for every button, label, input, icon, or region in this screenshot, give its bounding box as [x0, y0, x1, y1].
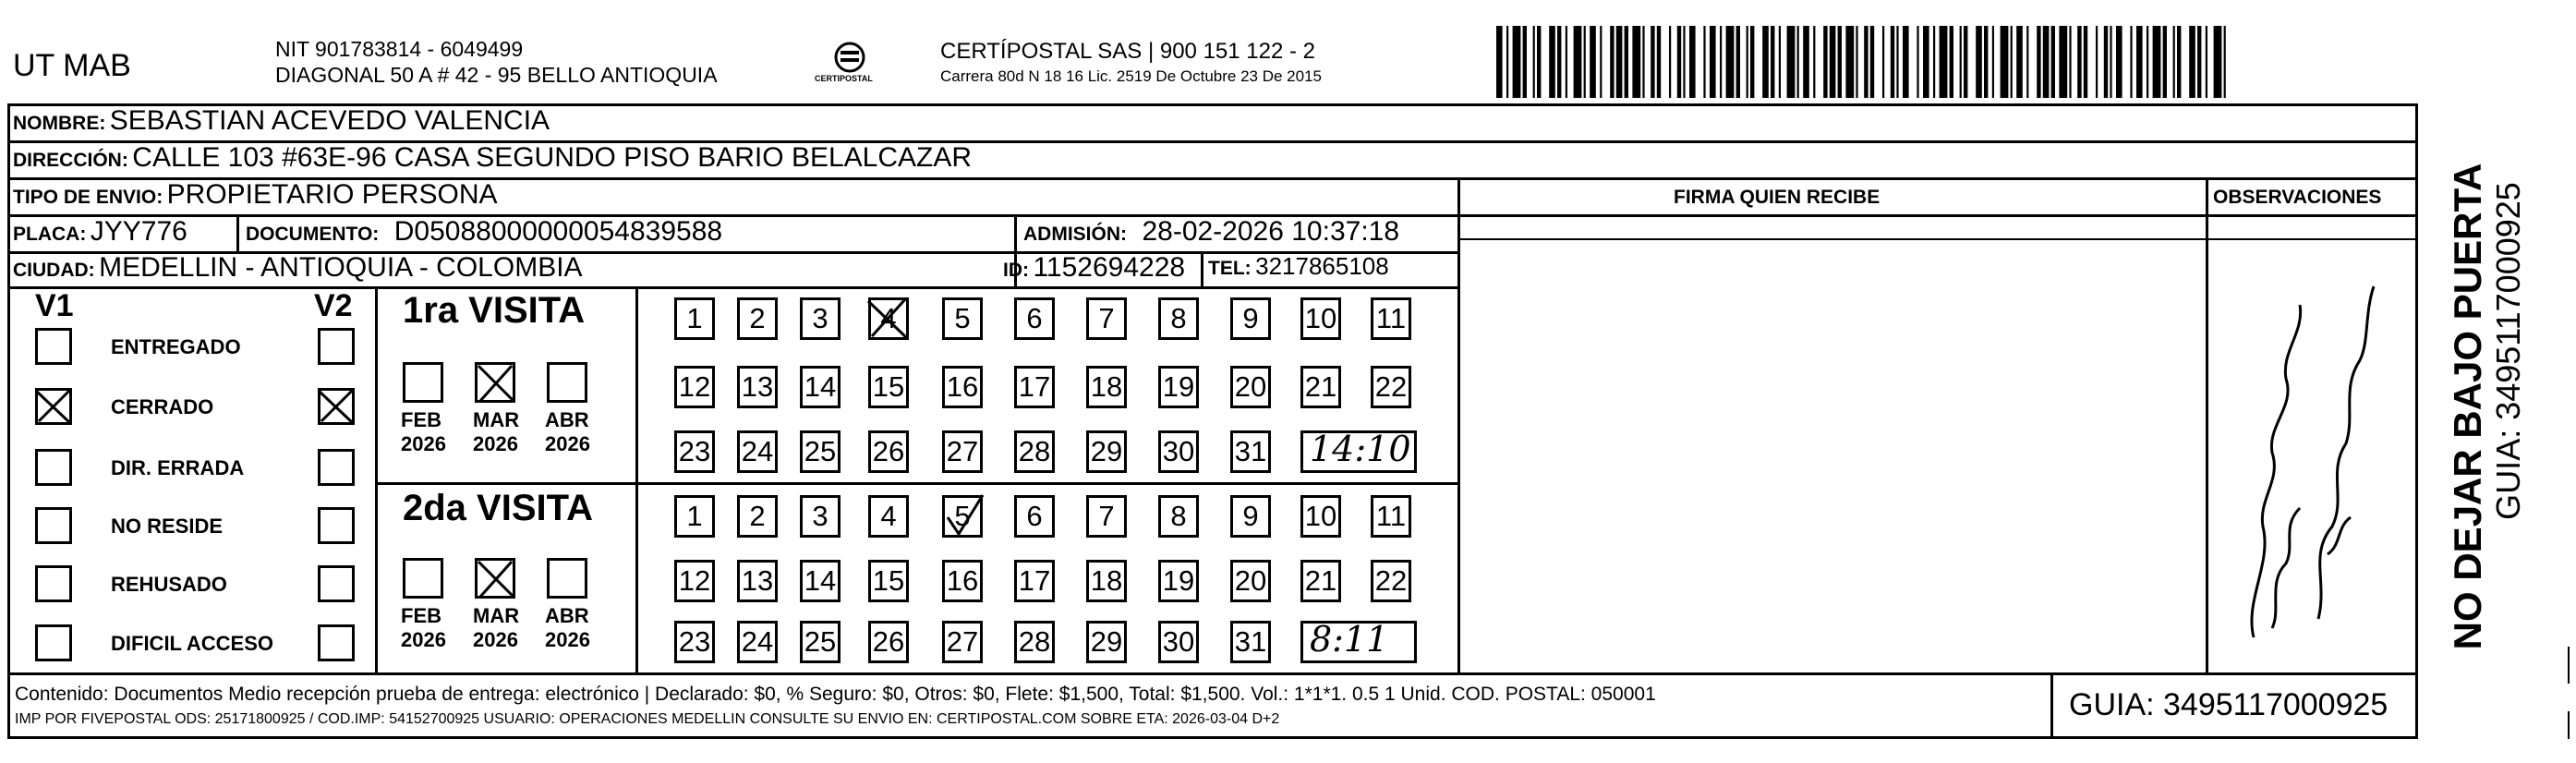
barcode-bar — [2104, 26, 2108, 98]
visit-time: 14:10 — [1310, 429, 1411, 469]
day-box[interactable] — [942, 366, 983, 408]
day-number: 19 — [1162, 564, 1195, 597]
day-number: 3 — [812, 500, 828, 532]
barcode-bar — [1610, 26, 1614, 98]
day-box[interactable] — [737, 297, 778, 340]
barcode-bar — [2130, 26, 2132, 98]
month-year: 2026 — [545, 628, 590, 651]
ciudad-value: MEDELLIN - ANTIOQUIA - COLOMBIA — [99, 252, 583, 283]
company-name: UT MAB — [13, 48, 131, 83]
barcode-bar — [2224, 26, 2226, 98]
direccion-row — [13, 142, 972, 174]
id-row — [1003, 252, 1185, 284]
day-number: 13 — [741, 370, 774, 403]
id-label: ID: — [1003, 260, 1029, 281]
month-year: 2026 — [401, 628, 446, 651]
day-number: 24 — [741, 625, 774, 658]
barcode-bar — [2163, 26, 2167, 98]
barcode-bar — [1856, 26, 1857, 98]
day-box[interactable] — [942, 560, 983, 602]
barcode-bar — [1689, 26, 1696, 98]
barcode-bar — [1533, 26, 1535, 98]
ciudad-row — [13, 252, 583, 284]
documento-row — [246, 216, 722, 248]
day-box[interactable] — [800, 297, 841, 340]
day-number: 27 — [946, 625, 979, 658]
day-number: 16 — [946, 564, 979, 597]
v2-checkbox[interactable] — [318, 565, 355, 602]
footer-line1: Contenido: Documentos Medio recepción prueba de entrega: electrónico | Declarado: $0, % Seguro: $0, Otros: $0, Flete: $1,500, Total: $1,500. Vol.: 1*1*1. 0.5 1 Unid. COD. POSTAL: 050001 — [15, 684, 1656, 705]
barcode-bar — [1803, 26, 1809, 98]
barcode-bar — [1779, 26, 1781, 98]
day-number: 10 — [1304, 500, 1337, 532]
barcode-bar — [1870, 26, 1874, 98]
nit-text: NIT 901783814 - 6049499 — [275, 37, 524, 61]
day-number: 25 — [804, 625, 837, 658]
status-option-label: ENTREGADO — [111, 335, 241, 358]
day-box[interactable] — [1086, 621, 1127, 663]
barcode-bar — [1964, 26, 1967, 98]
documento-value: D05088000000054839588 — [393, 216, 723, 247]
barcode-bar — [1703, 26, 1705, 98]
barcode-bar — [1891, 26, 1894, 98]
day-number: 30 — [1162, 435, 1195, 467]
tipo-label: TIPO DE ENVIO: — [13, 187, 163, 208]
barcode-bar — [1566, 26, 1567, 98]
barcode-bar — [2043, 26, 2050, 98]
day-box[interactable] — [1014, 366, 1055, 408]
month-check-mark — [473, 360, 517, 405]
day-number: 11 — [1375, 302, 1407, 334]
month-checkbox[interactable] — [547, 558, 587, 599]
nombre-value: SEBASTIAN ACEVEDO VALENCIA — [109, 105, 550, 136]
month-year: 2026 — [473, 432, 518, 455]
day-box[interactable] — [868, 560, 909, 602]
address-text: DIAGONAL 50 A # 42 - 95 BELLO ANTIOQUIA — [275, 63, 718, 87]
day-box[interactable] — [1158, 495, 1199, 538]
day-box[interactable] — [942, 430, 983, 473]
day-number: 15 — [872, 564, 905, 597]
v1-checkbox[interactable] — [35, 328, 72, 365]
barcode-bar — [1651, 26, 1654, 98]
day-number: 12 — [678, 564, 711, 597]
month-name: FEB — [401, 604, 441, 627]
nombre-row — [13, 105, 550, 137]
barcode-bar — [2206, 26, 2207, 98]
barcode-bar — [1642, 26, 1644, 98]
day-box[interactable] — [1230, 297, 1271, 340]
day-box[interactable] — [1014, 621, 1055, 663]
barcode-bar — [1787, 26, 1796, 98]
barcode-bar — [1625, 26, 1628, 98]
barcode-bar — [2077, 26, 2081, 98]
day-box[interactable] — [800, 621, 841, 663]
tipo-row — [13, 179, 498, 211]
day-number: 8 — [1170, 302, 1187, 334]
day-box[interactable] — [1014, 297, 1055, 340]
day-box[interactable] — [674, 297, 715, 340]
barcode-bar — [1960, 26, 1962, 98]
barcode-bar — [1750, 26, 1754, 98]
day-number: 2 — [749, 500, 766, 532]
tel-label: TEL: — [1208, 258, 1252, 279]
day-number: 4 — [880, 500, 897, 532]
id-value: 1152694228 — [1033, 252, 1186, 283]
certipostal-line2: Carrera 80d N 18 16 Lic. 2519 De Octubre 23 De 2015 — [940, 67, 1322, 85]
day-number: 29 — [1090, 435, 1123, 467]
v1-checkbox[interactable] — [35, 565, 72, 602]
month-name: FEB — [401, 408, 441, 431]
month-name: ABR — [545, 604, 589, 627]
barcode-bar — [1506, 26, 1508, 98]
day-box[interactable] — [1230, 560, 1271, 602]
barcode-bar — [2059, 26, 2067, 98]
barcode-bar — [1771, 26, 1774, 98]
day-box[interactable] — [1086, 430, 1127, 473]
month-year: 2026 — [473, 628, 518, 651]
day-number: 31 — [1234, 435, 1267, 467]
barcode-bar — [1590, 26, 1596, 98]
barcode-bar — [2147, 26, 2148, 98]
barcode-bar — [1600, 26, 1602, 98]
ciudad-label: CIUDAD: — [13, 260, 95, 281]
day-number: 8 — [1170, 500, 1187, 532]
day-box[interactable] — [868, 366, 909, 408]
day-number: 21 — [1304, 370, 1337, 403]
barcode-bar — [1830, 26, 1836, 98]
barcode-bar — [1992, 26, 1994, 98]
barcode-bar — [2116, 26, 2122, 98]
direccion-value: CALLE 103 #63E-96 CASA SEGUNDO PISO BARIO BELALCAZAR — [132, 142, 973, 173]
day-number: 22 — [1374, 564, 1408, 597]
day-number: 25 — [804, 435, 837, 467]
day-box[interactable] — [674, 366, 715, 408]
month-check-mark — [473, 556, 517, 600]
day-box[interactable] — [1158, 297, 1199, 340]
barcode-bar — [1762, 26, 1769, 98]
day-number: 19 — [1162, 370, 1195, 403]
barcode-bar — [2096, 26, 2098, 98]
month-name: ABR — [545, 408, 589, 431]
barcode-bar — [2051, 26, 2055, 98]
day-box[interactable] — [1086, 297, 1127, 340]
day-box[interactable] — [737, 621, 778, 663]
barcode-bar — [1917, 26, 1918, 98]
month-checkbox[interactable] — [403, 362, 443, 403]
day-box[interactable] — [737, 495, 778, 538]
day-box[interactable] — [674, 430, 715, 473]
day-box[interactable] — [1014, 430, 1055, 473]
day-number: 14 — [804, 564, 837, 597]
barcode-bar — [1813, 26, 1815, 98]
barcode-bar — [1657, 26, 1661, 98]
day-check-mark — [863, 292, 914, 344]
day-box[interactable] — [942, 621, 983, 663]
no-dejar-text: NO DEJAR BAJO PUERTA — [2446, 163, 2489, 650]
day-box[interactable] — [1014, 495, 1055, 538]
day-number: 15 — [872, 370, 905, 403]
barcode-bar — [2026, 26, 2028, 98]
day-number: 13 — [741, 564, 774, 597]
day-number: 24 — [741, 435, 774, 467]
day-number: 11 — [1375, 500, 1407, 532]
second-visit-label: 2da VISITA — [403, 488, 593, 528]
day-number: 18 — [1090, 370, 1123, 403]
direccion-label: DIRECCIÓN: — [13, 150, 128, 171]
barcode-bar — [1838, 26, 1842, 98]
day-number: 31 — [1234, 625, 1267, 658]
month-year: 2026 — [545, 432, 590, 455]
status-option-label: DIR. ERRADA — [111, 456, 245, 479]
barcode-bar — [1940, 26, 1948, 98]
day-box[interactable] — [942, 297, 983, 340]
barcode-bar — [1882, 26, 1884, 98]
v2-checkbox[interactable] — [318, 449, 355, 486]
month-name: MAR — [473, 408, 520, 431]
barcode — [1496, 26, 2226, 98]
day-box[interactable] — [1300, 495, 1341, 538]
documento-label: DOCUMENTO: — [246, 224, 380, 245]
day-number: 5 — [954, 302, 971, 334]
admision-value: 28-02-2026 10:37:18 — [1142, 216, 1400, 247]
day-box[interactable] — [1086, 560, 1127, 602]
barcode-bar — [2084, 26, 2087, 98]
day-number: 28 — [1018, 435, 1051, 467]
observaciones-signature — [2217, 249, 2392, 656]
day-box[interactable] — [1086, 366, 1127, 408]
day-number: 22 — [1374, 370, 1408, 403]
day-box[interactable] — [1230, 495, 1271, 538]
day-box[interactable] — [1230, 366, 1271, 408]
day-number: 30 — [1162, 625, 1195, 658]
barcode-bar — [1710, 26, 1716, 98]
barcode-bar — [1669, 26, 1671, 98]
day-box[interactable] — [1371, 297, 1411, 340]
barcode-bar — [1683, 26, 1685, 98]
month-name: MAR — [473, 604, 520, 627]
barcode-bar — [2037, 26, 2040, 98]
admision-label: ADMISIÓN: — [1023, 224, 1127, 245]
day-box[interactable] — [674, 621, 715, 663]
nombre-label: NOMBRE: — [13, 113, 106, 134]
day-box[interactable] — [800, 560, 841, 602]
v1-checkbox[interactable] — [35, 624, 72, 661]
barcode-bar — [2173, 26, 2175, 98]
day-box[interactable] — [800, 495, 841, 538]
barcode-bar — [1736, 26, 1740, 98]
day-box[interactable] — [800, 430, 841, 473]
day-box[interactable] — [800, 366, 841, 408]
firma-label: FIRMA QUIEN RECIBE — [1674, 187, 1881, 208]
day-number: 4 — [880, 302, 897, 334]
status-option-label: CERRADO — [111, 395, 214, 418]
day-box[interactable] — [1158, 621, 1199, 663]
day-number: 26 — [872, 625, 905, 658]
day-number: 12 — [678, 370, 711, 403]
day-box[interactable] — [737, 430, 778, 473]
day-number: 7 — [1098, 302, 1115, 334]
barcode-bar — [1984, 26, 1988, 98]
barcode-bar — [1823, 26, 1827, 98]
placa-value: JYY776 — [90, 216, 187, 247]
day-number: 9 — [1242, 500, 1259, 532]
v1-label: V1 — [35, 288, 74, 323]
day-box[interactable] — [868, 495, 909, 538]
barcode-bar — [1933, 26, 1935, 98]
day-number: 23 — [678, 435, 711, 467]
barcode-bar — [2153, 26, 2161, 98]
day-box[interactable] — [1300, 560, 1341, 602]
status-option-label: DIFICIL ACCESO — [111, 632, 274, 655]
day-number: 14 — [804, 370, 837, 403]
day-number: 7 — [1098, 500, 1115, 532]
day-box[interactable] — [868, 621, 909, 663]
barcode-bar — [1923, 26, 1929, 98]
day-box[interactable] — [1014, 560, 1055, 602]
v1-checkbox[interactable] — [35, 449, 72, 486]
day-box[interactable] — [737, 560, 778, 602]
day-number: 20 — [1234, 564, 1267, 597]
barcode-bar — [2197, 26, 2201, 98]
day-box[interactable] — [1230, 430, 1271, 473]
barcode-bar — [1677, 26, 1681, 98]
footer-guia: GUIA: 3495117000925 — [2069, 687, 2389, 722]
barcode-bar — [1523, 26, 1527, 98]
day-check-mark — [937, 490, 988, 541]
day-number: 29 — [1090, 625, 1123, 658]
day-box[interactable] — [674, 560, 715, 602]
observaciones-label: OBSERVACIONES — [2213, 187, 2382, 208]
barcode-bar — [2136, 26, 2143, 98]
admision-row — [1023, 216, 1399, 248]
visit-time: 8:11 — [1310, 619, 1389, 660]
day-number: 27 — [946, 435, 979, 467]
certipostal-logo — [813, 39, 887, 92]
day-number: 26 — [872, 435, 905, 467]
barcode-bar — [1584, 26, 1586, 98]
barcode-bar — [1557, 26, 1561, 98]
v2-checkbox[interactable] — [318, 507, 355, 544]
day-box[interactable] — [1086, 495, 1127, 538]
day-box[interactable] — [1371, 495, 1411, 538]
day-box[interactable] — [868, 430, 909, 473]
barcode-bar — [1797, 26, 1799, 98]
day-number: 5 — [954, 500, 971, 532]
barcode-bar — [1896, 26, 1898, 98]
barcode-bar — [1720, 26, 1722, 98]
barcode-bar — [1632, 26, 1640, 98]
tel-value: 3217865108 — [1255, 252, 1389, 280]
day-box[interactable] — [1371, 366, 1411, 408]
certipostal-line1: CERTÍPOSTAL SAS | 900 151 122 - 2 — [940, 39, 1315, 64]
v2-label: V2 — [314, 288, 353, 323]
barcode-bar — [1616, 26, 1623, 98]
first-visit-label: 1ra VISITA — [403, 290, 586, 331]
barcode-bar — [2189, 26, 2195, 98]
v2-checkbox[interactable] — [318, 624, 355, 661]
barcode-bar — [2069, 26, 2071, 98]
barcode-bar — [1549, 26, 1555, 98]
day-box[interactable] — [1158, 366, 1199, 408]
day-box[interactable] — [1158, 560, 1199, 602]
barcode-bar — [2110, 26, 2111, 98]
barcode-bar — [2016, 26, 2023, 98]
day-number: 6 — [1026, 500, 1043, 532]
day-number: 20 — [1234, 370, 1267, 403]
side-guia-text: GUIA: 3495117000925 — [2489, 182, 2527, 520]
barcode-bar — [1864, 26, 1868, 98]
barcode-bar — [2214, 26, 2222, 98]
month-year: 2026 — [401, 432, 446, 455]
barcode-bar — [1496, 26, 1503, 98]
tel-row — [1208, 252, 1389, 281]
day-number: 3 — [812, 302, 828, 334]
day-box[interactable] — [1230, 621, 1271, 663]
day-box[interactable] — [1158, 430, 1199, 473]
check-mark — [33, 386, 74, 427]
day-number: 28 — [1018, 625, 1051, 658]
placa-row — [13, 216, 187, 248]
barcode-bar — [1845, 26, 1854, 98]
barcode-bar — [1950, 26, 1953, 98]
v2-checkbox[interactable] — [318, 328, 355, 365]
day-number: 6 — [1026, 302, 1043, 334]
footer-line2: IMP POR FIVEPOSTAL ODS: 25171800925 / COD.IMP: 54152700925 USUARIO: OPERACIONES MEDELLIN CONSULTE SU ENVIO EN: CERTIPOSTAL.COM SOBRE ETA: 2026-03-04 D+2 — [15, 711, 1280, 727]
status-option-label: NO RESIDE — [111, 515, 224, 538]
status-option-label: REHUSADO — [111, 573, 227, 596]
day-number: 17 — [1018, 564, 1051, 597]
day-number: 23 — [678, 625, 711, 658]
check-mark — [316, 386, 357, 427]
barcode-bar — [1537, 26, 1541, 98]
day-number: 18 — [1090, 564, 1123, 597]
day-number: 17 — [1018, 370, 1051, 403]
day-box[interactable] — [1371, 560, 1411, 602]
v1-checkbox[interactable] — [35, 507, 72, 544]
barcode-bar — [2011, 26, 2013, 98]
tipo-value: PROPIETARIO PERSONA — [166, 179, 498, 210]
day-box[interactable] — [737, 366, 778, 408]
day-number: 1 — [686, 302, 703, 334]
barcode-bar — [1513, 26, 1521, 98]
barcode-bar — [2177, 26, 2181, 98]
month-checkbox[interactable] — [403, 558, 443, 599]
placa-label: PLACA: — [13, 224, 87, 245]
day-number: 16 — [946, 370, 979, 403]
barcode-bar — [1726, 26, 1735, 98]
day-number: 10 — [1304, 302, 1337, 334]
barcode-bar — [1574, 26, 1582, 98]
barcode-bar — [1976, 26, 1982, 98]
barcode-bar — [1747, 26, 1748, 98]
barcode-bar — [1903, 26, 1909, 98]
day-number: 1 — [686, 500, 703, 532]
day-box[interactable] — [1300, 366, 1341, 408]
day-box[interactable] — [1300, 297, 1341, 340]
day-box[interactable] — [674, 495, 715, 538]
month-checkbox[interactable] — [547, 362, 587, 403]
logo-text: CERTIPOSTAL — [815, 74, 873, 83]
barcode-bar — [2001, 26, 2009, 98]
day-number: 21 — [1304, 564, 1337, 597]
day-number: 2 — [749, 302, 766, 334]
day-number: 9 — [1242, 302, 1259, 334]
